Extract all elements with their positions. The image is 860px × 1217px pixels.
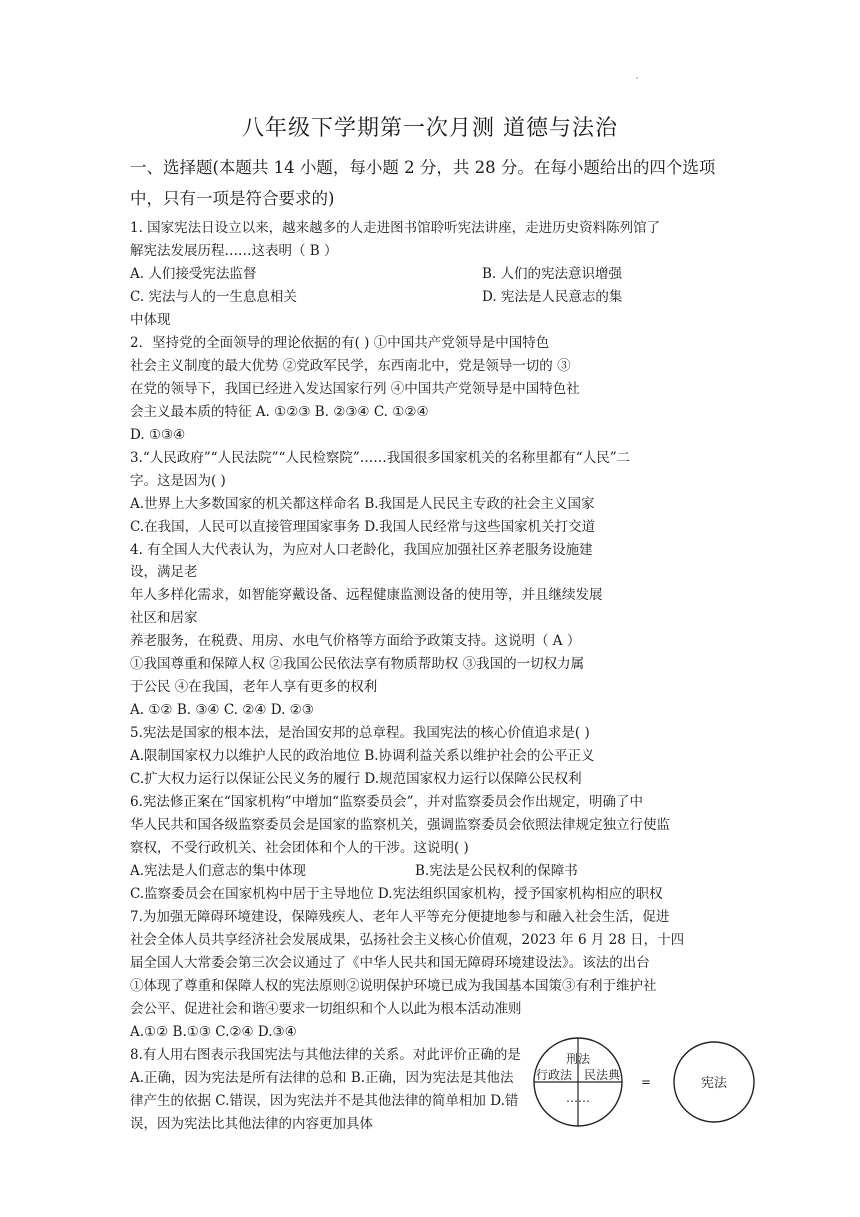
label-civil-code: 民法典 (583, 1068, 621, 1082)
q6-line-2: 华人民共和国各级监察委员会是国家的监察机关，强调监察委员会依照法律规定独立行使监 (130, 817, 670, 833)
q6-option-b: B.宪法是公民权利的保障书 (415, 863, 578, 879)
q4-line-7: 于公民 ④在我国，老年人享有更多的权利 (130, 679, 378, 695)
q3-line-2: 字。这是因为( ) (130, 473, 226, 489)
q2-line-5: D. ①③④ (130, 427, 186, 443)
q4-line-1: 4. 有全国人大代表认为，为应对人口老龄化，我国应加强社区养老服务设施建 (130, 542, 593, 558)
q1-option-a: A. 人们接受宪法监督 (130, 266, 257, 282)
q5-line-1: 5.宪法是国家的根本法，是治国安邦的总章程。我国宪法的核心价值追求是( ) (130, 725, 590, 741)
label-ellipsis: …… (566, 1091, 590, 1105)
q1-stem-line-2: 解宪法发展历程……这表明（ B ） (130, 243, 338, 259)
q3-options-ab: A.世界上大多数国家的机关都这样命名 B.我国是人民民主专政的社会主义国家 (130, 496, 595, 512)
other-laws-circle (534, 1038, 622, 1126)
q6-options-cd: C.监察委员会在国家机构中居于主导地位 D.宪法组织国家机构，授予国家机构相应的职权 (130, 886, 663, 902)
label-administrative-law: 行政法 (535, 1068, 573, 1082)
q4-line-2: 设，满足老 (130, 564, 198, 580)
q4-options: A. ①② B. ③④ C. ②④ D. ②③ (130, 702, 314, 718)
q3-options-cd: C.在我国，人民可以直接管理国家事务 D.我国人民经常与这些国家机关打交道 (130, 519, 596, 535)
q3-line-1: 3.“人民政府”“人民法院”“人民检察院”……我国很多国家机关的名称里都有“人民”二 (130, 450, 631, 466)
speck-mark (636, 77, 638, 79)
q7-line-4: ①体现了尊重和保障人权的宪法原则②说明保护环境已成为我国基本国策③有利于维护社 (130, 978, 657, 994)
q8-line-1: 8.有人用右图表示我国宪法与其他法律的关系。对此评价正确的是 (130, 1047, 521, 1063)
label-constitution: 宪法 (700, 1076, 728, 1091)
constitution-circle (674, 1042, 754, 1122)
q6-line-1: 6.宪法修正案在“国家机构”中增加“监察委员会”，并对监察委员会作出规定，明确了中 (130, 794, 643, 810)
q4-line-4: 社区和居家 (130, 610, 198, 626)
q1-option-d-cont: 中体现 (130, 312, 171, 328)
q8-line-2: A.正确，因为宪法是所有法律的总和 B.正确，因为宪法是其他法 (130, 1070, 514, 1086)
q1-option-d: D. 宪法是人民意志的集 (482, 289, 623, 305)
q7-line-3: 届全国人大常委会第三次会议通过了《中华人民共和国无障碍环境建设法》。该法的出台 (130, 955, 650, 971)
q6-line-3: 察权，不受行政机关、社会团体和个人的干涉。这说明( ) (130, 840, 469, 856)
q5-options-ab: A.限制国家权力以维护人民的政治地位 B.协调利益关系以维护社会的公平正义 (130, 748, 595, 764)
q8-line-3: 律产生的依据 C.错误，因为宪法并不是其他法律的简单相加 D.错 (130, 1093, 519, 1109)
q1-option-b: B. 人们的宪法意识增强 (482, 266, 623, 282)
q4-line-6: ①我国尊重和保障人权 ②我国公民依法享有物质帮助权 ③我国的一切权力属 (130, 656, 585, 672)
equals-sign: = (640, 1075, 652, 1089)
q8-line-4: 误，因为宪法比其他法律的内容更加具体 (130, 1116, 373, 1132)
q2-line-1: 2．坚持党的全面领导的理论依据的有( ) ①中国共产党领导是中国特色 (130, 335, 550, 351)
q7-line-1: 7.为加强无障碍环境建设，保障残疾人、老年人平等充分便捷地参与和融入社会生活，促进 (130, 909, 670, 925)
q2-line-2: 社会主义制度的最大优势 ②党政军民学，东西南北中，党是领导一切的 ③ (130, 358, 571, 374)
q5-options-cd: C.扩大权力运行以保证公民义务的履行 D.规范国家权力运行以保障公民权利 (130, 771, 582, 787)
q1-option-c: C. 宪法与人的一生息息相关 (130, 289, 297, 305)
q7-line-2: 社会全体人员共享经济社会发展成果，弘扬社会主义核心价值观，2023 年 6 月 28 日，十四 (130, 932, 685, 948)
q2-line-4: 会主义最本质的特征 A. ①②③ B. ②③④ C. ①②④ (130, 404, 429, 420)
law-relationship-diagram (528, 1032, 778, 1132)
q7-options: A.①② B.①③ C.②④ D.③④ (130, 1024, 297, 1040)
section-heading-line-2: 中，只有一项是符合要求的) (130, 189, 335, 208)
q4-line-3: 年人多样化需求，如智能穿戴设备、远程健康监测设备的使用等，并且继续发展 (130, 587, 603, 603)
label-criminal-law: 刑法 (565, 1052, 591, 1066)
q7-line-5: 会公平、促进社会和谐④要求一切组织和个人以此为根本活动准则 (130, 1001, 522, 1017)
q6-option-a: A.宪法是人们意志的集中体现 (130, 863, 307, 879)
q2-line-3: 在党的领导下，我国已经进入发达国家行列 ④中国共产党领导是中国特色社 (130, 381, 580, 397)
q4-line-5: 养老服务，在税费、用房、水电气价格等方面给予政策支持。这说明（ A ） (130, 633, 581, 649)
page-title: 八年级下学期第一次月测 道德与法治 (242, 116, 618, 141)
q1-stem-line-1: 1. 国家宪法日设立以来，越来越多的人走进图书馆聆听宪法讲座，走进历史资料陈列馆了 (130, 220, 661, 236)
section-heading-line-1: 一、选择题(本题共 14 小题，每小题 2 分，共 28 分。在每小题给出的四个选项 (130, 158, 716, 177)
